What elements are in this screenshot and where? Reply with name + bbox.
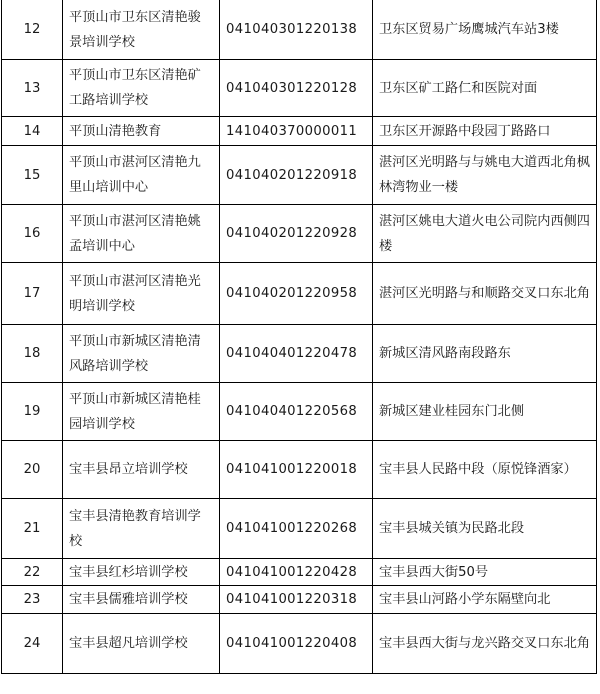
table-row: [2, 559, 597, 586]
school-address: 湛河区姚电大道火电公司院内西侧四楼: [373, 205, 597, 263]
table-row: [2, 263, 597, 325]
school-name: 平顶山市湛河区清艳姚孟培训中心: [63, 205, 220, 263]
school-name: 平顶山市卫东区清艳矿工路培训学校: [63, 60, 220, 117]
license-code: 141040370000011: [220, 117, 373, 146]
school-name: 宝丰县红杉培训学校: [63, 559, 220, 586]
table-row: [2, 499, 597, 559]
school-list-table: [1, 0, 597, 674]
row-number: 16: [2, 205, 63, 263]
school-name: 平顶山市新城区清艳桂园培训学校: [63, 383, 220, 441]
table-row: [2, 0, 597, 60]
row-number: 22: [2, 559, 63, 586]
table-row: [2, 614, 597, 674]
school-name: 平顶山市新城区清艳清风路培训学校: [63, 325, 220, 383]
school-name: 宝丰县昂立培训学校: [63, 441, 220, 499]
row-number: 23: [2, 586, 63, 614]
license-code: 041041001220318: [220, 586, 373, 614]
table-row: [2, 117, 597, 146]
school-address: 湛河区光明路与和顺路交叉口东北角: [373, 263, 597, 325]
school-name: 平顶山清艳教育: [63, 117, 220, 146]
school-name: 宝丰县超凡培训学校: [63, 614, 220, 674]
table-row: [2, 383, 597, 441]
school-address: 宝丰县西大街与龙兴路交叉口东北角: [373, 614, 597, 674]
row-number: 19: [2, 383, 63, 441]
school-name: 宝丰县儒雅培训学校: [63, 586, 220, 614]
license-code: 041041001220408: [220, 614, 373, 674]
license-code: 041040201220928: [220, 205, 373, 263]
school-address: 宝丰县山河路小学东隔壁向北: [373, 586, 597, 614]
school-name: 宝丰县清艳教育培训学校: [63, 499, 220, 559]
license-code: 041040401220478: [220, 325, 373, 383]
school-address: 宝丰县西大街50号: [373, 559, 597, 586]
row-number: 15: [2, 146, 63, 205]
school-address: 卫东区开源路中段园丁路路口: [373, 117, 597, 146]
school-address: 宝丰县人民路中段（原悦锋酒家）: [373, 441, 597, 499]
school-name: 平顶山市湛河区清艳光明培训学校: [63, 263, 220, 325]
license-code: 041041001220428: [220, 559, 373, 586]
table-row: [2, 586, 597, 614]
license-code: 041041001220018: [220, 441, 373, 499]
row-number: 18: [2, 325, 63, 383]
school-address: 新城区清风路南段路东: [373, 325, 597, 383]
table-row: [2, 325, 597, 383]
row-number: 17: [2, 263, 63, 325]
school-address: 卫东区矿工路仁和医院对面: [373, 60, 597, 117]
table-row: [2, 205, 597, 263]
row-number: 24: [2, 614, 63, 674]
school-name: 平顶山市卫东区清艳骏景培训学校: [63, 0, 220, 60]
row-number: 12: [2, 0, 63, 60]
license-code: 041041001220268: [220, 499, 373, 559]
table-row: [2, 60, 597, 117]
row-number: 14: [2, 117, 63, 146]
school-name: 平顶山市湛河区清艳九里山培训中心: [63, 146, 220, 205]
license-code: 041040401220568: [220, 383, 373, 441]
license-code: 041040301220138: [220, 0, 373, 60]
table-row: [2, 441, 597, 499]
license-code: 041040201220918: [220, 146, 373, 205]
row-number: 20: [2, 441, 63, 499]
school-address: 湛河区光明路与与姚电大道西北角枫林湾物业一楼: [373, 146, 597, 205]
table-row: [2, 146, 597, 205]
school-address: 宝丰县城关镇为民路北段: [373, 499, 597, 559]
row-number: 21: [2, 499, 63, 559]
license-code: 041040301220128: [220, 60, 373, 117]
row-number: 13: [2, 60, 63, 117]
school-address: 卫东区贸易广场鹰城汽车站3楼: [373, 0, 597, 60]
school-address: 新城区建业桂园东门北侧: [373, 383, 597, 441]
license-code: 041040201220958: [220, 263, 373, 325]
